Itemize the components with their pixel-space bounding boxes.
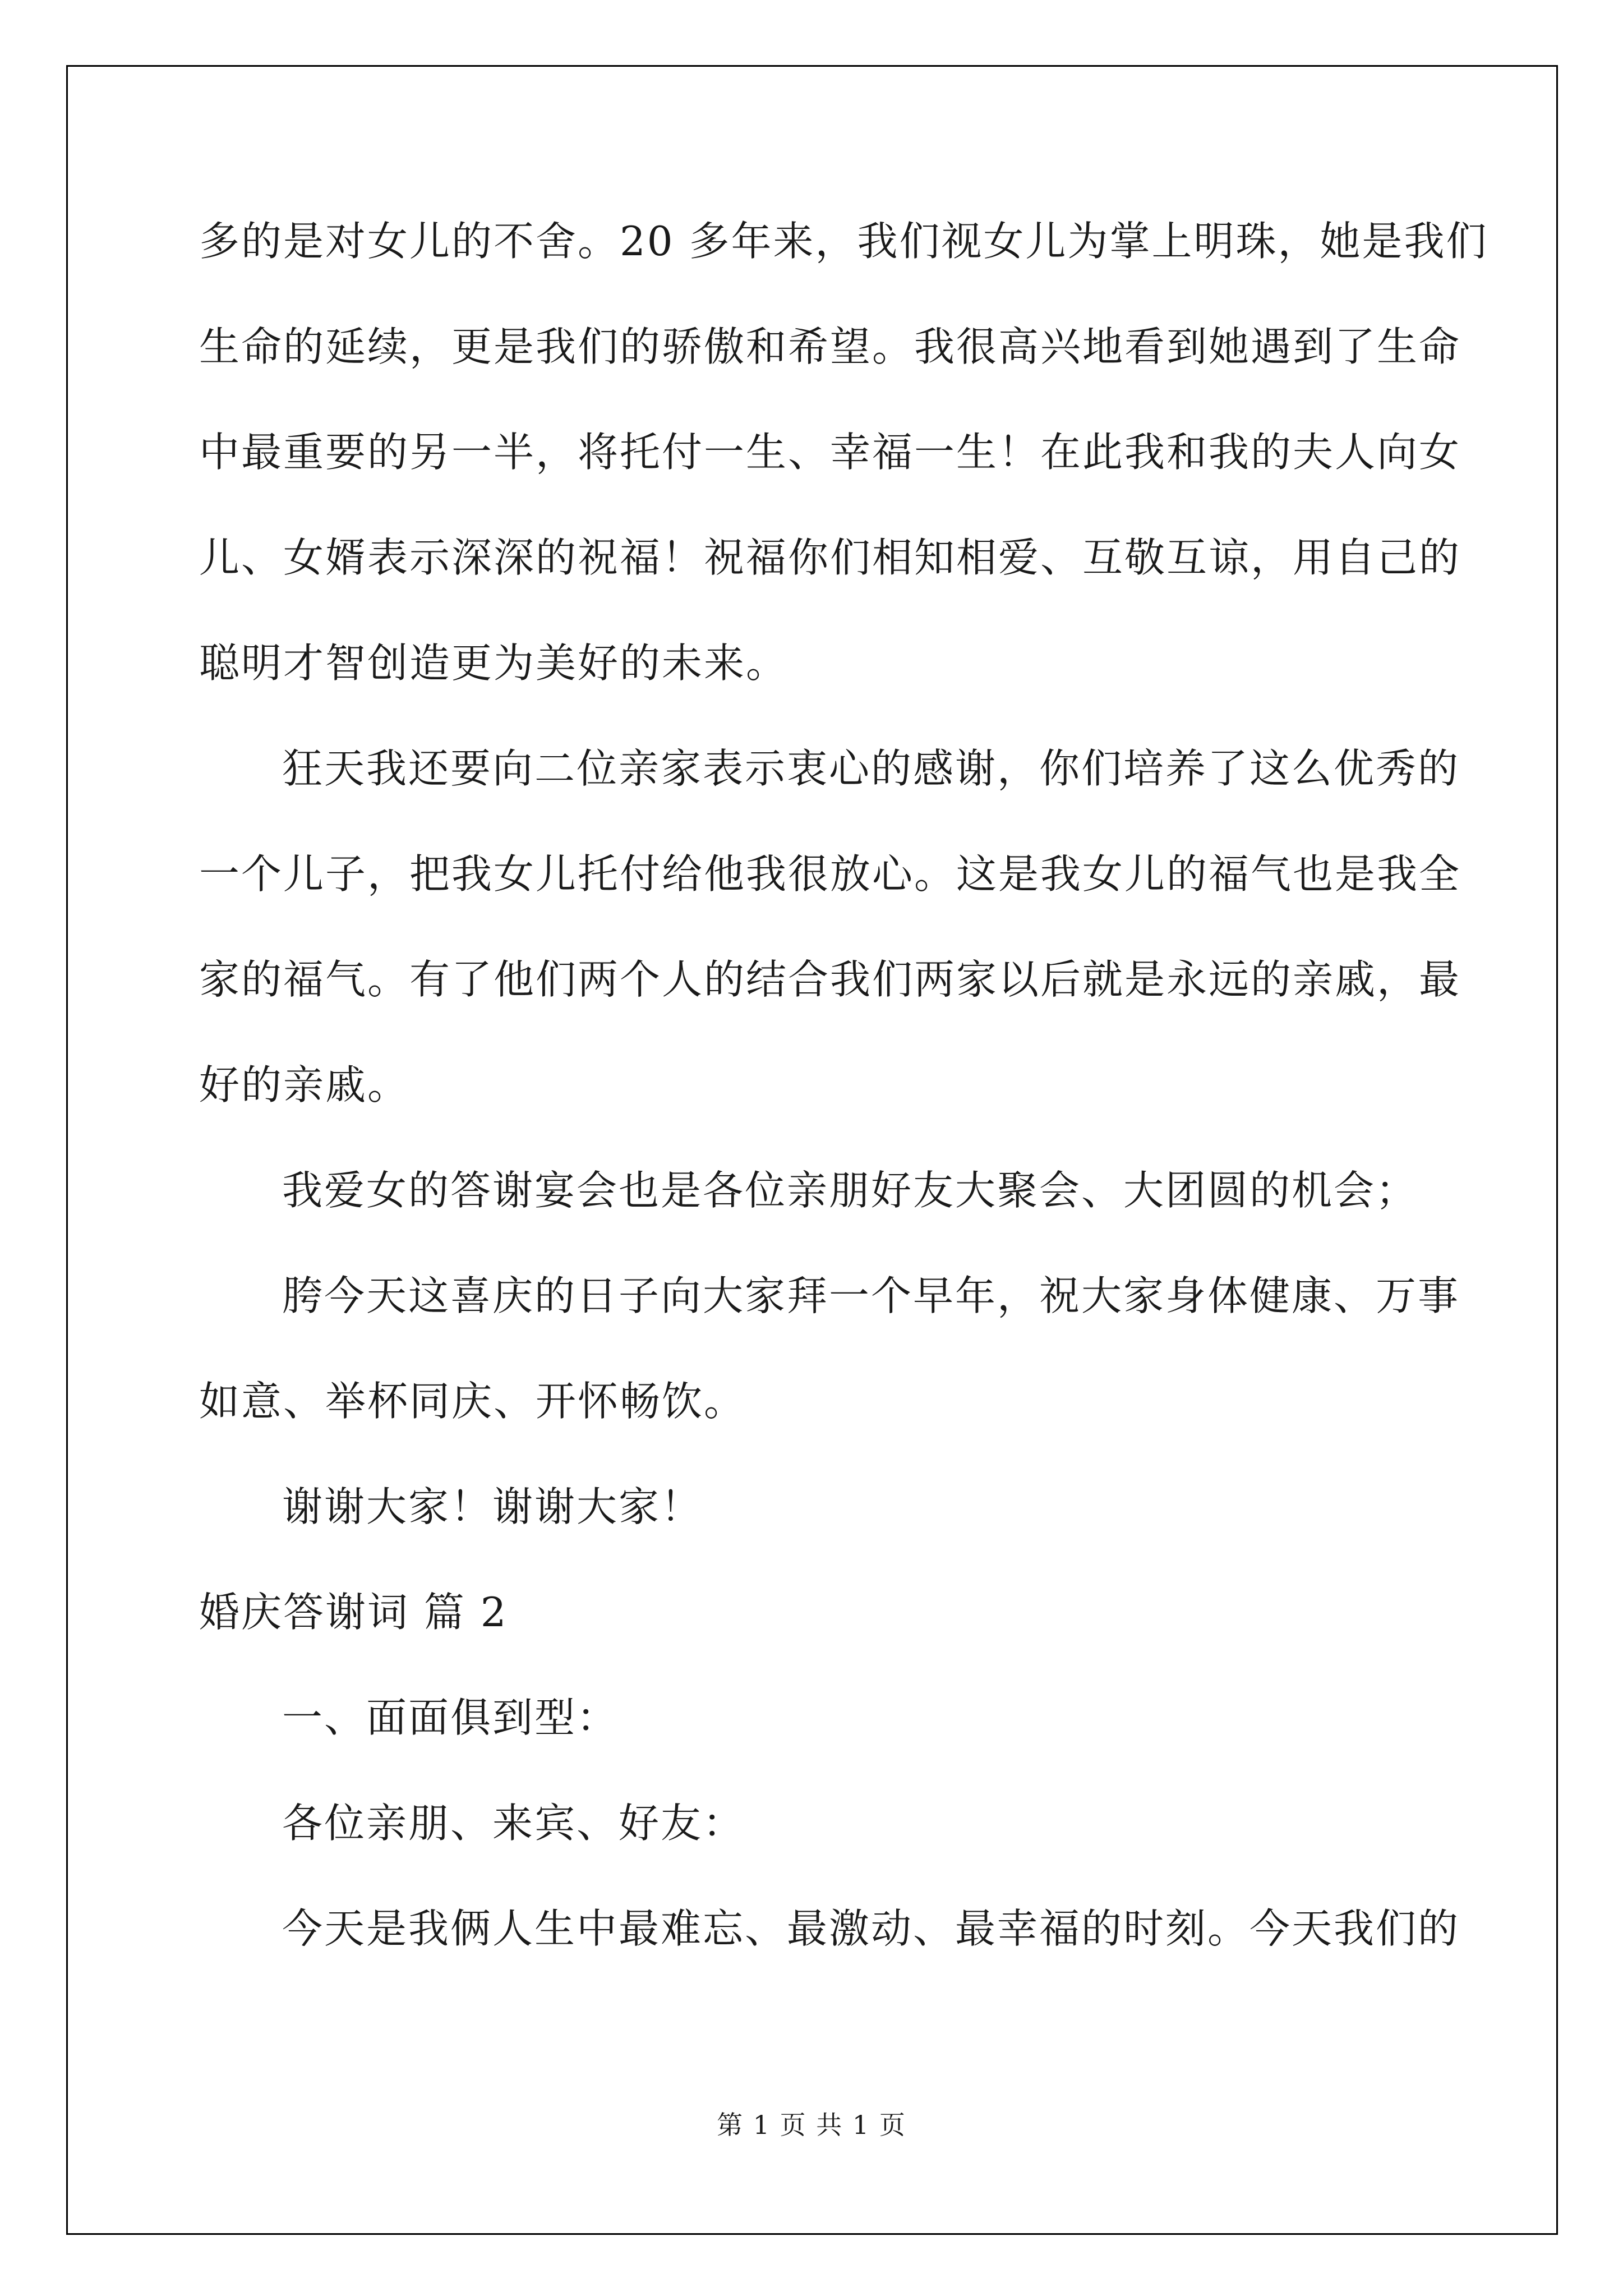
paragraph-start: 我爱女的答谢宴会也是各位亲朋好友大聚会、大团圆的机会； xyxy=(282,1167,1418,1214)
text-line: 好的亲戚。 xyxy=(199,1061,410,1108)
paragraph-start: 狂天我还要向二位亲家表示衷心的感谢，你们培养了这么优秀的 xyxy=(282,745,1460,792)
text-line: 生命的延续，更是我们的骄傲和希望。我很高兴地看到她遇到了生命 xyxy=(199,323,1461,370)
paragraph-start: 一、面面俱到型： xyxy=(282,1694,619,1741)
text-line: 多的是对女儿的不舍。20 多年来，我们视女儿为掌上明珠，她是我们 xyxy=(199,218,1488,265)
paragraph-start: 谢谢大家！谢谢大家！ xyxy=(282,1483,703,1530)
text-line: 家的福气。有了他们两个人的结合我们两家以后就是永远的亲戚，最 xyxy=(199,956,1461,1003)
paragraph-start: 胯今天这喜庆的日子向大家拜一个早年，祝大家身体健康、万事 xyxy=(282,1272,1460,1319)
text-line: 中最重要的另一半，将托付一生、幸福一生！在此我和我的夫人向女 xyxy=(199,429,1461,476)
text-line: 如意、举杯同庆、开怀畅饮。 xyxy=(199,1378,746,1425)
paragraph-start: 今天是我俩人生中最难忘、最激动、最幸福的时刻。今天我们的 xyxy=(282,1905,1460,1952)
text-line: 儿、女婿表示深深的祝福！祝福你们相知相爱、互敬互谅，用自己的 xyxy=(199,534,1461,581)
text-line: 聪明才智创造更为美好的未来。 xyxy=(199,639,789,687)
page-footer: 第 1 页 共 1 页 xyxy=(717,2110,906,2140)
section-heading: 婚庆答谢词 篇 2 xyxy=(199,1589,508,1636)
text-line: 一个儿子，把我女儿托付给他我很放心。这是我女儿的福气也是我全 xyxy=(199,850,1461,898)
paragraph-start: 各位亲朋、来宾、好友： xyxy=(282,1800,745,1847)
